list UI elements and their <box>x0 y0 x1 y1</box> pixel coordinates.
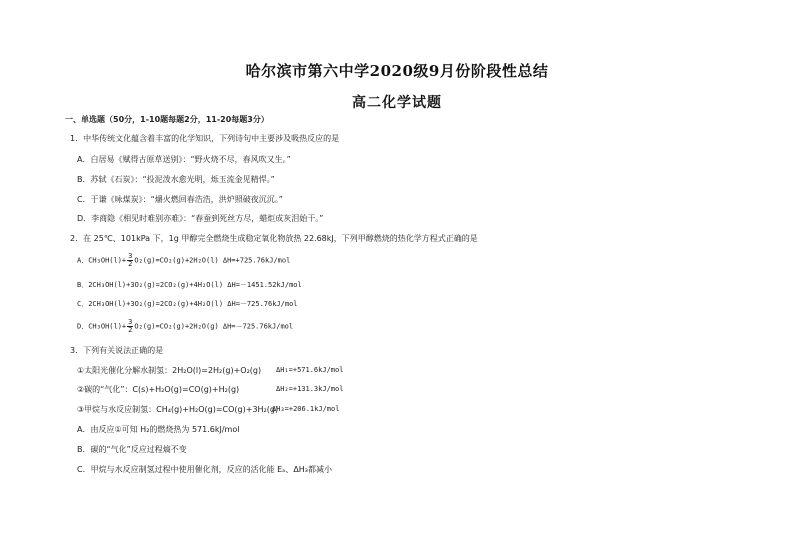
reaction-1: ①太阳光催化分解水制氢：2H₂O(l)=2H₂(g)+O₂(g) <box>77 366 262 375</box>
fraction-numerator: 3 <box>128 252 133 260</box>
question-2-option-b: B．2CH₃OH(l)+3O₂(g)=2CO₂(g)+4H₂O(l) ΔH=－1451.52kJ/mol <box>77 281 302 289</box>
fraction <box>127 253 133 268</box>
question-2-stem: 2．在 25℃、101kPa 下，1g 甲醇完全燃烧生成稳定氧化物放热 22.68kJ，下列甲醇燃烧的热化学方程式正确的是 <box>70 234 478 243</box>
fraction-numerator: 3 <box>128 318 133 326</box>
option-d-suffix: O₂(g)=CO₂(g)+2H₂O(g) ΔH=－725.76kJ/mol <box>134 322 294 331</box>
fraction-denominator: 2 <box>128 326 133 334</box>
question-1-option-b: B．苏轼《石炭》：“投泥泼水愈光明，烁玉流金见精悍。” <box>77 175 275 184</box>
question-3-stem: 3．下列有关说法正确的是 <box>70 346 164 355</box>
fraction <box>127 319 133 334</box>
reaction-2: ②碳的“气化”：C(s)+H₂O(g)=CO(g)+H₂(g) <box>77 385 240 394</box>
option-d-prefix: D．CH₃OH(l)+ <box>77 322 127 331</box>
question-3-option-c: C．甲烷与水反应制氢过程中使用催化剂，反应的活化能 Eₐ、ΔH₃都减小 <box>77 465 333 474</box>
question-1-option-d: D．李商隐《相见时难别亦难》：“春蚕到死丝方尽，蜡炬成灰泪始干。” <box>77 214 324 223</box>
question-3-option-b: B．碳的“气化”反应过程熵不变 <box>77 445 187 454</box>
question-3-option-a: A．由反应①可知 H₂的燃烧热为 571.6kJ/mol <box>77 425 240 434</box>
question-1-stem: 1．中华传统文化蕴含着丰富的化学知识，下列诗句中主要涉及吸热反应的是 <box>70 134 340 143</box>
reaction-1-enthalpy: ΔH₁=+571.6kJ/mol <box>276 366 344 374</box>
question-2-option-a <box>77 253 290 268</box>
option-a-prefix: A．CH₃OH(l)+ <box>77 256 127 265</box>
question-2-option-d <box>77 319 293 334</box>
option-a-suffix: O₂(g)=CO₂(g)+2H₂O(l) ΔH=+725.76kJ/mol <box>134 256 291 265</box>
page-subtitle: 高二化学试题 <box>352 95 442 111</box>
fraction-denominator: 2 <box>128 260 133 268</box>
section-heading: 一、单选题（50分，1-10题每题2分，11-20每题3分） <box>65 115 269 124</box>
reaction-3-enthalpy: ΔH₃=+206.1kJ/mol <box>272 405 340 413</box>
question-2-option-c: C．2CH₃OH(l)+3O₂(g)=2CO₂(g)+4H₂O(l) ΔH=－725.76kJ/mol <box>77 300 298 308</box>
question-1-option-a: A．白居易《赋得古原草送别》：“野火烧不尽，春风吹又生。” <box>77 155 291 164</box>
reaction-2-enthalpy: ΔH₂=+131.3kJ/mol <box>276 385 344 393</box>
reaction-3: ③甲烷与水反应制氢：CH₄(g)+H₂O(g)=CO(g)+3H₂(g) <box>77 405 279 414</box>
page-title: 哈尔滨市第六中学2020级9月份阶段性总结 <box>245 62 549 80</box>
question-1-option-c: C．于谦《咏煤炭》：“爝火燃回春浩浩，洪炉照破夜沉沉。” <box>77 195 283 204</box>
